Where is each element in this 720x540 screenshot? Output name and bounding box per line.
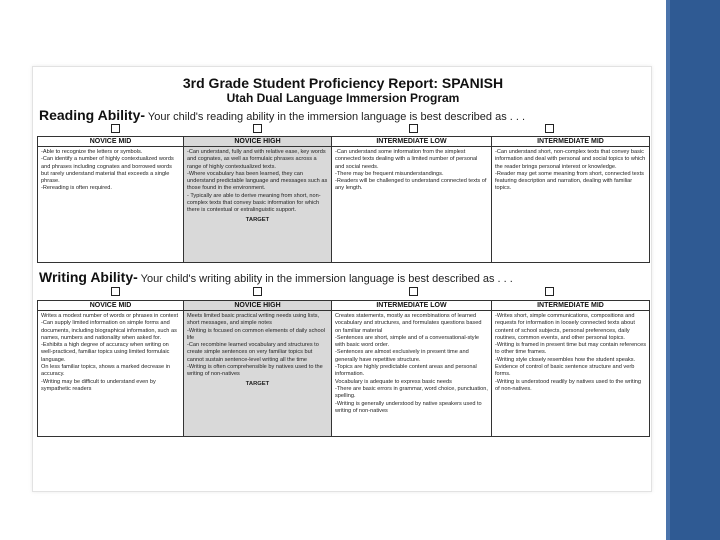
reading-text-novice-high: -Can understand, fully and with relative ease, key words and cognates, as well as formulaic phrases across a range of highly contextualized texts. -Where vocabulary has been learned, they can understand predictable language and messages such as those found in the environment. - Typically are able to derive meaning from short, non-complex texts that convey basic information for which there is contextual or extralinguistic support.: [187, 149, 328, 214]
reading-target-label: TARGET: [245, 216, 270, 223]
reading-cell-intermediate-mid: [492, 147, 650, 263]
writing-text-intermediate-mid: -Writes short, simple communications, compositions and requests for information in loosely connected texts about content of school subjects, personal preferences, daily routines, common events, and other personal topics. -Writing is framed in present time but may contain references to other time frames. -Writing style closely resembles how the student speaks. Evidence of control of basic sentence structure and verb forms. -Writing is understood readily by natives used to the writing of non-natives.: [495, 313, 646, 392]
reading-text-intermediate-mid: -Can understand short, non-complex texts that convey basic information and deal with personal and social topics to which the reader brings personal interest or knowledge. -Reader may get some meaning from short, connected texts featuring description and narration, dealing with familiar topics.: [495, 149, 646, 192]
reading-checkbox-row: [33, 124, 652, 136]
reading-checkbox-intermediate-low[interactable]: [409, 124, 418, 133]
reading-cell-novice-mid: [38, 147, 184, 263]
reading-text-intermediate-low: -Can understand some information from the simplest connected texts dealing with a limited number of personal and social needs. -There may be frequent misunderstandings. -Readers will be challenged to understand connected texts of any length.: [335, 149, 487, 192]
reading-col-novice-high: NOVICE HIGH: [184, 137, 332, 147]
writing-checkbox-intermediate-low[interactable]: [409, 287, 418, 296]
writing-text-novice-mid: Writes a modest number of words or phrases in context -Can supply limited information on simple forms and documents, including biographical information, such as names, numbers and nationality when asked for. -Exhibits a high degree of accuracy when writing on well-practiced, familiar topics using limited formulaic language. On less familiar topics, shows a marked decrease in accuracy. -Writing may be difficult to understand even by sympathetic readers: [41, 313, 179, 392]
reading-heading-label: Reading Ability-: [39, 107, 146, 123]
report-title: 3rd Grade Student Proficiency Report: SPANISH: [182, 75, 504, 91]
writing-heading: [39, 269, 513, 285]
writing-text-intermediate-low: Creates statements, mostly as recombinations of learned vocabulary and structures, and formulates questions based on familiar material -Sentences are short, simple and of a conversational-style with basic word order. -Sentences are almost exclusively in present time and generally have repetitive structure. -Topics are highly predictable content areas and personal information. Vocabulary is adequate to express basic needs -There are basic errors in grammar, word choice, punctuation, spelling. -Writing is generally understood by native speakers used to writing of non-natives: [335, 313, 488, 414]
writing-cell-novice-mid: [38, 311, 184, 437]
side-bar-stripe: [666, 0, 670, 540]
writing-cell-intermediate-low: [332, 311, 492, 437]
writing-checkbox-novice-high[interactable]: [253, 287, 262, 296]
writing-col-intermediate-low: INTERMEDIATE LOW: [332, 301, 492, 311]
reading-prompt: Your child's reading ability in the immersion language is best described as . . .: [145, 111, 526, 123]
reading-cell-novice-high: [184, 147, 332, 263]
writing-table: [37, 300, 650, 437]
report-subtitle: Utah Dual Language Immersion Program: [226, 91, 460, 105]
writing-checkbox-row: [33, 287, 652, 299]
reading-text-novice-mid: -Able to recognize the letters or symbols. -Can identify a number of highly contextualized words and phrases including cognates and borrowed words but rarely understand material that exceeds a single phrase. -Rereading is often required.: [41, 149, 174, 192]
writing-col-novice-high: NOVICE HIGH: [184, 301, 332, 311]
writing-col-novice-mid: NOVICE MID: [38, 301, 184, 311]
slide-side-bar: [666, 0, 720, 540]
writing-cell-novice-high: [184, 311, 332, 437]
reading-checkbox-intermediate-mid[interactable]: [545, 124, 554, 133]
writing-checkbox-novice-mid[interactable]: [111, 287, 120, 296]
reading-col-intermediate-mid: INTERMEDIATE MID: [492, 137, 650, 147]
reading-checkbox-novice-mid[interactable]: [111, 124, 120, 133]
writing-target-label: TARGET: [245, 380, 270, 387]
reading-checkbox-novice-high[interactable]: [253, 124, 262, 133]
reading-col-novice-mid: NOVICE MID: [38, 137, 184, 147]
reading-col-intermediate-low: INTERMEDIATE LOW: [332, 137, 492, 147]
writing-checkbox-intermediate-mid[interactable]: [545, 287, 554, 296]
writing-prompt: Your child's writing ability in the immersion language is best described as . . .: [137, 273, 513, 285]
reading-heading: [39, 107, 525, 123]
writing-heading-label: Writing Ability-: [39, 269, 138, 285]
reading-table: [37, 136, 650, 263]
reading-cell-intermediate-low: [332, 147, 492, 263]
writing-col-intermediate-mid: INTERMEDIATE MID: [492, 301, 650, 311]
writing-cell-intermediate-mid: [492, 311, 650, 437]
writing-text-novice-high: Meets limited basic practical writing needs using lists, short messages, and simple notes -Writing is focused on common elements of daily school life -Can recombine learned vocabulary and structures to create simple sentences on very familiar topics but cannot sustain sentence-level writing all the time -Writing is often comprehensible by natives used to the writing of non-natives: [187, 313, 325, 378]
report-document: [32, 66, 652, 492]
